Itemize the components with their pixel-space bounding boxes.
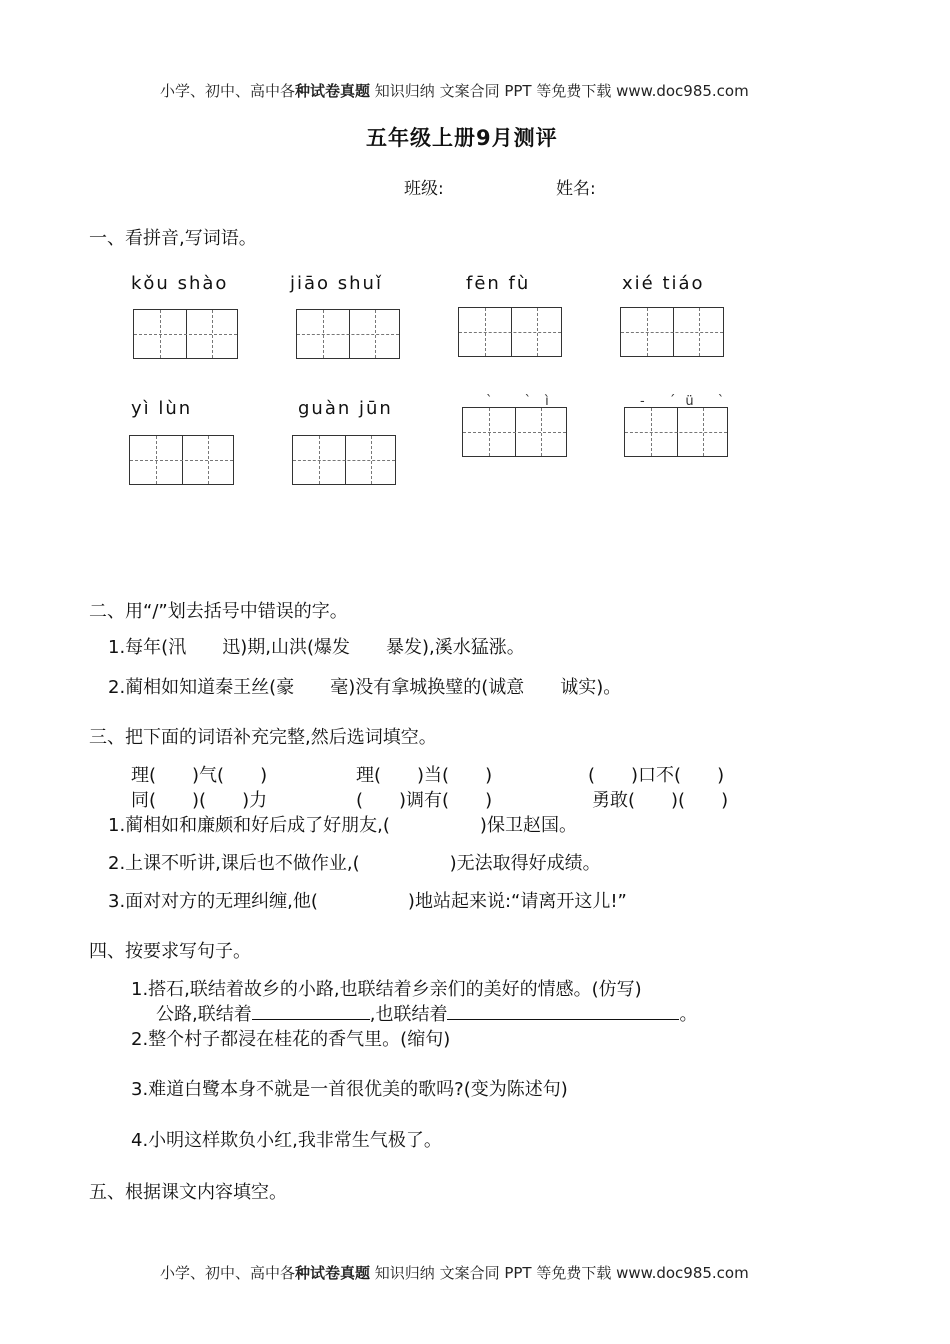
writing-grid[interactable]: [133, 309, 238, 359]
idiom-6: 勇敢( )( ): [592, 790, 729, 811]
section-3-item-3: 3.面对对方的无理纠缠,他( )地站起来说:“请离开这儿!”: [108, 891, 627, 912]
header-site: www.doc985.com: [616, 82, 749, 100]
section-4-item-3: 3.难道白鹭本身不就是一首很优美的歌吗?(变为陈述句): [131, 1079, 568, 1100]
pinyin-2: jiāo shuǐ: [290, 273, 383, 294]
section-1-heading: 一、看拼音,写词语。: [89, 228, 257, 249]
pinyin-5: yì lùn: [131, 398, 193, 419]
writing-grid[interactable]: [620, 307, 724, 357]
writing-grid[interactable]: [458, 307, 562, 357]
section-2-heading: 二、用“/”划去括号中错误的字。: [89, 601, 348, 622]
idiom-1: 理( )气( ): [131, 765, 268, 786]
writing-grid[interactable]: [296, 309, 400, 359]
answer-blank[interactable]: [252, 1003, 370, 1020]
section-3-heading: 三、把下面的词语补充完整,然后选词填空。: [89, 727, 437, 748]
writing-grid[interactable]: [129, 435, 234, 485]
pinyin-4: xié tiáo: [622, 273, 705, 294]
section-4-heading: 四、按要求写句子。: [89, 941, 251, 962]
section-3-item-1: 1.蔺相如和廉颇和好后成了好朋友,( )保卫赵国。: [108, 815, 577, 836]
pinyin-7: ` `ì: [486, 394, 563, 409]
section-4-item-4: 4.小明这样欺负小红,我非常生气极了。: [131, 1130, 442, 1151]
section-2-item-2: 2.蔺相如知道秦王丝(豪 毫)没有拿城换璧的(诚意 诚实)。: [108, 677, 622, 698]
answer-blank[interactable]: [447, 1003, 679, 1020]
pinyin-3: fēn fù: [466, 273, 531, 294]
header-banner: 小学、初中、高中各种试卷真题 知识归纳 文案合同 PPT 等免费下载 www.doc985.com: [160, 82, 749, 100]
section-2-item-1: 1.每年(汛 迅)期,山洪(爆发 暴发),溪水猛涨。: [108, 637, 525, 658]
section-4-item-2: 2.整个村子都浸在桂花的香气里。(缩句): [131, 1029, 451, 1050]
writing-grid[interactable]: [292, 435, 396, 485]
section-3-item-2: 2.上课不听讲,课后也不做作业,( )无法取得好成绩。: [108, 853, 601, 874]
pinyin-1: kǒu shào: [131, 273, 229, 294]
page-title: 五年级上册9月测评: [366, 126, 558, 150]
writing-grid[interactable]: [624, 407, 728, 457]
section-5-heading: 五、根据课文内容填空。: [89, 1182, 287, 1203]
class-label: 班级:: [404, 179, 444, 199]
pinyin-6: guàn jūn: [298, 398, 393, 419]
footer-banner: 小学、初中、高中各种试卷真题 知识归纳 文案合同 PPT 等免费下载 www.doc985.com: [160, 1264, 749, 1282]
pinyin-8: - ˊü `: [640, 394, 735, 409]
footer-site: www.doc985.com: [616, 1264, 749, 1282]
section-4-item-1-fill: 公路,联结着 ,也联结着 。: [156, 1004, 698, 1025]
idiom-4: 同( )( )力: [131, 790, 268, 811]
section-4-item-1: 1.搭石,联结着故乡的小路,也联结着乡亲们的美好的情感。(仿写): [131, 979, 642, 1000]
writing-grid[interactable]: [462, 407, 567, 457]
idiom-5: ( )调有( ): [356, 790, 493, 811]
name-label: 姓名:: [556, 179, 596, 199]
idiom-2: 理( )当( ): [356, 765, 493, 786]
idiom-3: ( )口不( ): [588, 765, 725, 786]
